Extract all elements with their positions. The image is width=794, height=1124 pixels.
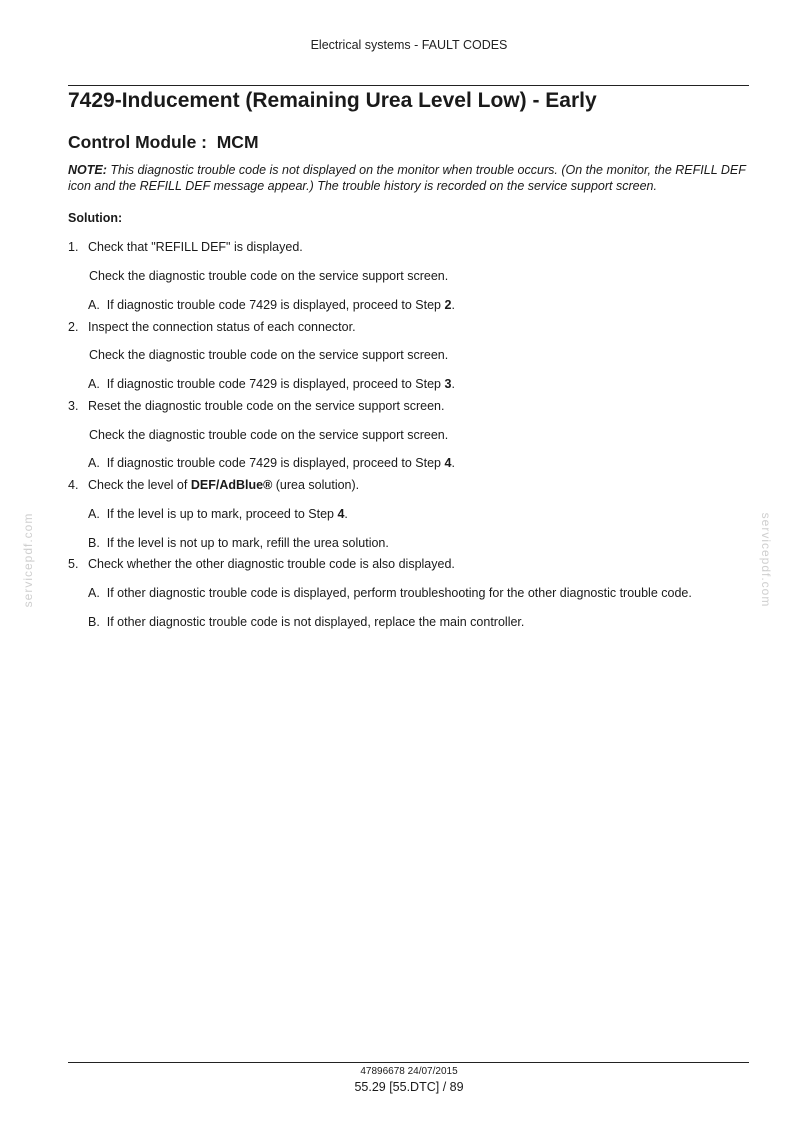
step-2-body: Check the diagnostic trouble code on the service support screen. [89,348,449,362]
step-ref: 4 [337,507,345,521]
solution-heading: Solution: [68,211,123,225]
option-letter: A. [88,298,100,312]
watermark-right: servicepdf.com [759,512,773,608]
note-paragraph [68,162,753,194]
step-ref: 3 [444,377,452,391]
option-letter: A. [88,507,100,521]
control-module-heading: Control Module : MCM [68,132,259,152]
step-ref: 4 [444,456,452,470]
option-text: If the level is not up to mark, refill the urea solution. [106,536,389,550]
step-number: 1. [68,240,79,254]
step-number: 5. [68,557,79,571]
step-2-option-a: A. If diagnostic trouble code 7429 is displayed, proceed to Step 3. [88,377,455,391]
header-rule [68,85,749,86]
product-name: DEF/AdBlue® [190,478,273,492]
option-text: If other diagnostic trouble code is not displayed, replace the main controller. [106,615,525,629]
option-text: If other diagnostic trouble code is displayed, perform troubleshooting for the other diagnostic trouble code. [106,586,692,600]
note-label: NOTE: [68,163,107,177]
footer-rule [68,1062,749,1063]
step-1-option-a: A. If diagnostic trouble code 7429 is displayed, proceed to Step 2. [88,298,455,312]
footer-doc-id: 47896678 24/07/2015 [360,1066,458,1077]
page-header: Electrical systems - FAULT CODES [310,38,508,52]
step-4-option-a: A. If the level is up to mark, proceed to Step 4. [88,507,348,521]
option-letter: A. [88,586,100,600]
option-letter: B. [88,536,100,550]
step-number: 4. [68,478,79,492]
step-number: 2. [68,320,79,334]
step-3-option-a: A. If diagnostic trouble code 7429 is displayed, proceed to Step 4. [88,456,455,470]
step-5-option-b [88,615,524,629]
option-letter: A. [88,456,100,470]
step-5-option-a [88,586,692,600]
watermark-left: servicepdf.com [21,512,35,608]
option-text: If diagnostic trouble code 7429 is displayed, proceed to Step [106,377,442,391]
option-letter: A. [88,377,100,391]
step-ref: 2 [444,298,452,312]
step-text: Check that "REFILL DEF" is displayed. [88,240,303,254]
step-4-option-b [88,536,389,550]
step-text: Check whether the other diagnostic trouble code is also displayed. [88,557,455,571]
footer-page-number: 55.29 [55.DTC] / 89 [354,1080,464,1094]
step-number: 3. [68,399,79,413]
step-1-body: Check the diagnostic trouble code on the service support screen. [89,269,449,283]
option-text: If diagnostic trouble code 7429 is displayed, proceed to Step [106,456,442,470]
note-text: This diagnostic trouble code is not displayed on the monitor when trouble occurs. (On the monitor, the REFILL DEF icon and the REFILL DEF message appear.) The trouble history is recorded on the service support screen. [68,163,746,193]
option-letter: B. [88,615,100,629]
option-text: If the level is up to mark, proceed to Step [106,507,334,521]
step-3-body: Check the diagnostic trouble code on the service support screen. [89,428,449,442]
option-text: If diagnostic trouble code 7429 is displayed, proceed to Step [106,298,442,312]
step-text: Reset the diagnostic trouble code on the service support screen. [88,399,445,413]
page-title: 7429-Inducement (Remaining Urea Level Low) - Early [68,89,597,112]
step-text: Inspect the connection status of each connector. [88,320,356,334]
step-text: Check the level of DEF/AdBlue® (urea solution). [88,478,360,492]
